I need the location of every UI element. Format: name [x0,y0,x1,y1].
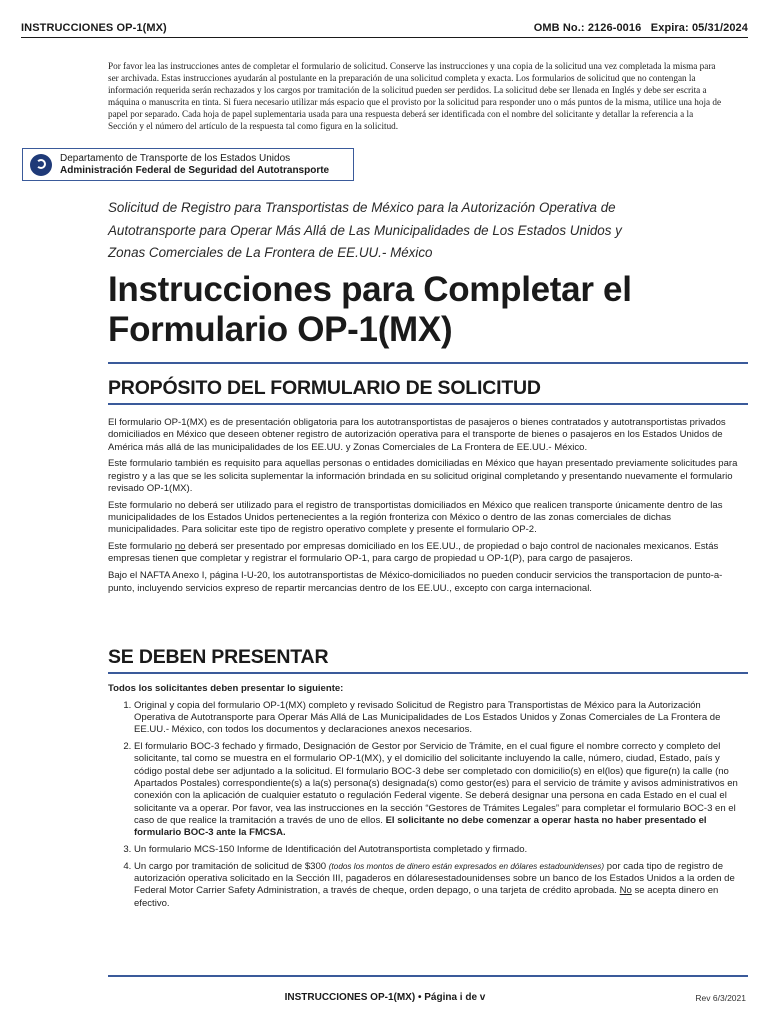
header-omb-number: OMB No.: 2126-0016 Expira: 05/31/2024 [533,22,748,34]
footer-divider [108,975,748,977]
footer-page-label: INSTRUCCIONES OP-1(MX) • Página i de v [284,992,486,1003]
purpose-paragraph-5: Bajo el NAFTA Anexo I, página I-U-20, los autotransportistas de México-domiciliados no pueden conducir servicios the transportacion de punto-a-punto, incluyendo servicios expreso de repartir mercancias dentro de los EE.UU., excepto con carga internacional. [108,570,723,594]
list-item: 3. Un formulario MCS-150 Informe de Identificación del Autotransportista completado y firmado. [134,844,743,856]
required-divider [108,672,748,674]
agency-box [22,148,354,181]
dot-seal-icon [30,154,52,176]
required-lead: Todos los solicitantes deben presentar lo siguiente: [108,683,344,694]
form-title: Solicitud de Registro para Transportistas de México para la Autorización Operativa de Autotransporte para Operar Más Allá de Las Municipalidades de Los Estados Unidos y Zonas Comerciales de La Frontera de EE.UU.- México [108,200,622,260]
purpose-paragraph-1: El formulario OP-1(MX) es de presentación obligatoria para los autotransportistas de pasajeros o bienes contratados y autotransportistas privados domiciliados en México que deseen obtener registro de autorización operativa para el transporte de bienes o pasajeros en los Estados Unidos de América más allá de las municipalidades de los EE.UU. y Zonas Comerciales de La Frontera de EE.UU.- México. [108,417,726,453]
purpose-section [108,417,743,599]
required-list [108,700,743,910]
section-heading-required: SE DEBEN PRESENTAR [108,646,329,668]
purpose-paragraph-2: Este formulario también es requisito para aquellas personas o entidades domiciliadas en México que hayan presentado previamente solicitudes para registro y a las que se les solicita suplementar la información brindada en su solicitud original completando y presentando nuevamente el formulario revisado OP-1(MX). [108,458,738,494]
agency-text [60,153,329,177]
intro-paragraph: Por favor lea las instrucciones antes de completar el formulario de solicitud. Conserve las instrucciones y una copia de la solicitud una vez completada la misma para ser archivada. Estas instrucciones ayudarán al postulante en la preparación de una solicitud completa y exacta. Los formularios de solicitud que no contengan la información requerida serán rechazados y los cargos por tramitación de la solicitud pueden ser perdidos. La solicitud debe ser llenada en Inglés y debe ser escrita a máquina o manuscrita en tinta. Si fuera necesario utilizar más espacio que el provisto por la solicitud para responder uno o más puntos de la misma, utilice una hoja de papel por separado. Cada hoja de papel suplementaria usada para una respuesta deberá ser identificada con el nombre del solicitante y detallar la referencia a la Sección y el número del artículo de la respuesta tal como figura en la solicitud. [108,61,722,132]
footer-revision: Rev 6/3/2021 [695,993,746,1003]
list-item: 2. El formulario BOC-3 fechado y firmado, Designación de Gestor por Servicio de Trámite, en el cual figure el nombre correcto y completo del solicitante, tal como se muestra en el formulario OP-1(MX), y el domicilio del solicitante incluyendo la calle, número, ciudad, Estado, país y código postal debe ser adjuntado a la solicitud. El formulario BOC-3 debe ser completado con domicilio(s) en el(los) que figure(n) la calle (no Apartados Postales) correspondiente(s) a la(s) persona(s) designada(s) como gestor(es) para el servicio de trámite y avisos administrativos en conexión con la aplicación de cualquier estatuto o regulación Federal vigente. Se deberá designar una persona en cada Estado en el cual el solicitante va a operar. Por favor, vea las instrucciones en la sección “Gestores de Trámites Legales” para completar el formulario BOC-3 en el caso de que realice la tramitación a través de uno de ellos. El solicitante no debe comenzar a operar hasta no haber presentado el formulario BOC-3 ante la FMCSA. [134,741,743,839]
required-section [108,683,743,915]
title-divider [108,362,748,364]
agency-department: Departamento de Transporte de los Estados Unidos [60,152,291,164]
main-title: Instrucciones para Completar el Formulario OP-1(MX) [108,270,632,349]
purpose-divider [108,403,748,405]
purpose-paragraph-3: Este formulario no deberá ser utilizado para el registro de transportistas domiciliados en México que realicen transporte únicamente dentro de las municipalidades de los Estados Unidos pertenecientes a la región fronteriza con México o dentro de las zonas comerciales de dichas municipalidades. Para solicitar este tipo de registro operativo complete y presente el formulario OP-2. [108,499,723,536]
page-header [21,22,748,38]
agency-administration: Administración Federal de Seguridad del Autotransporte [60,164,330,176]
section-heading-purpose: PROPÓSITO DEL FORMULARIO DE SOLICITUD [108,377,541,399]
header-form-name: INSTRUCCIONES OP-1(MX) [21,22,167,34]
purpose-paragraph-4: Este formulario no deberá ser presentado por empresas domiciliado en los EE.UU., de propiedad o bajo control de nacionales mexicanos. Estás empresas tienen que completar y registrar el formulario OP-1, para cargo de propiedad u OP-1(P), para cargo de pasajeros. [108,541,719,565]
list-item: 1. Original y copia del formulario OP-1(MX) completo y revisado Solicitud de Registro para Transportistas de México para la Autorización Operativa de Autotransporte para Operar Más Allá de Las Municipalidades de Los Estados Unidos y Zonas Comerciales de La Frontera de EE.UU.- México, con todos los documentos y declaraciones anexos necesarios. [134,700,743,737]
list-item: 4. Un cargo por tramitación de solicitud de $300 (todos los montos de dinero están expresados en dólares estadounidenses) por cada tipo de registro de autorización operativa solicitado en la Sección III, pagaderos en dólaresestadounidenses sobre un banco de los Estados Unidos a la orden de Federal Motor Carrier Safety Administration, a través de cheque, orden depago, o una tarjeta de crédito aprobada. No se acepta dinero en efectivo. [134,861,743,910]
